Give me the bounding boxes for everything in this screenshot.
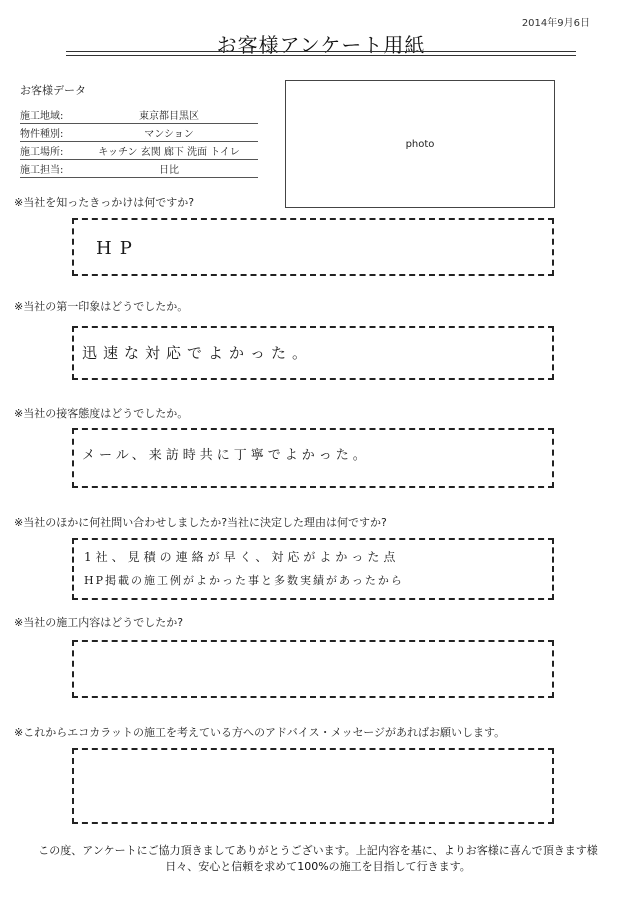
info-row-property-type (20, 124, 258, 142)
customer-data-heading: お客様データ (20, 84, 86, 97)
answer-box-other-companies (72, 538, 554, 600)
title-underline (66, 51, 576, 52)
question-customer-service: ※当社の接客態度はどうでしたか。 (14, 407, 189, 420)
info-value: 東京都目黒区 (139, 111, 199, 122)
answer-box-advice-message (72, 748, 554, 824)
answer-box-first-impression (72, 326, 554, 380)
info-label: 施工地域: (20, 111, 64, 122)
handwritten-answer-line-1: 1社、見積の連絡が早く、対応がよかった点 (84, 550, 400, 564)
footer-line-1: この度、アンケートにご協力頂きましてありがとうございます。上記内容を基に、よりお客様に喜んで頂きます様 (38, 844, 598, 857)
info-value: キッチン 玄関 廊下 洗面 トイレ (98, 147, 240, 158)
info-label: 施工場所: (20, 147, 64, 158)
handwritten-answer: HP (96, 238, 140, 259)
photo-label: photo (405, 139, 435, 150)
info-value: マンション (144, 129, 194, 140)
title-block (66, 28, 576, 58)
info-row-staff (20, 160, 258, 178)
question-construction-quality: ※当社の施工内容はどうでしたか? (14, 616, 184, 629)
question-other-companies: ※当社のほかに何社問い合わせしましたか?当社に決定した理由は何ですか? (14, 516, 387, 529)
info-label: 施工担当: (20, 165, 64, 176)
handwritten-answer-line-2: HP掲載の施工例がよかった事と多数実績があったから (84, 574, 404, 587)
survey-date: 2014年9月6日 (521, 18, 590, 29)
page-title: お客様アンケート用紙 (216, 33, 426, 57)
photo-placeholder (285, 80, 555, 208)
question-how-found: ※当社を知ったきっかけは何ですか? (14, 196, 195, 209)
handwritten-answer: 迅速な対応でよかった。 (82, 344, 314, 362)
question-advice-message: ※これからエコカラットの施工を考えている方へのアドバイス・メッセージがあればお願いします。 (14, 726, 506, 739)
info-label: 物件種別: (20, 129, 64, 140)
answer-box-how-found (72, 218, 554, 276)
answer-box-construction-quality (72, 640, 554, 698)
info-row-location (20, 142, 258, 160)
title-underline-double (66, 55, 576, 56)
answer-box-customer-service (72, 428, 554, 488)
info-value: 日比 (159, 165, 179, 176)
info-row-area (20, 106, 258, 124)
footer-line-2: 日々、安心と信頼を求めて100%の施工を目指して行きます。 (165, 860, 471, 873)
handwritten-answer: メール、来訪時共に丁寧でよかった。 (82, 448, 370, 463)
question-first-impression: ※当社の第一印象はどうでしたか。 (14, 300, 189, 313)
